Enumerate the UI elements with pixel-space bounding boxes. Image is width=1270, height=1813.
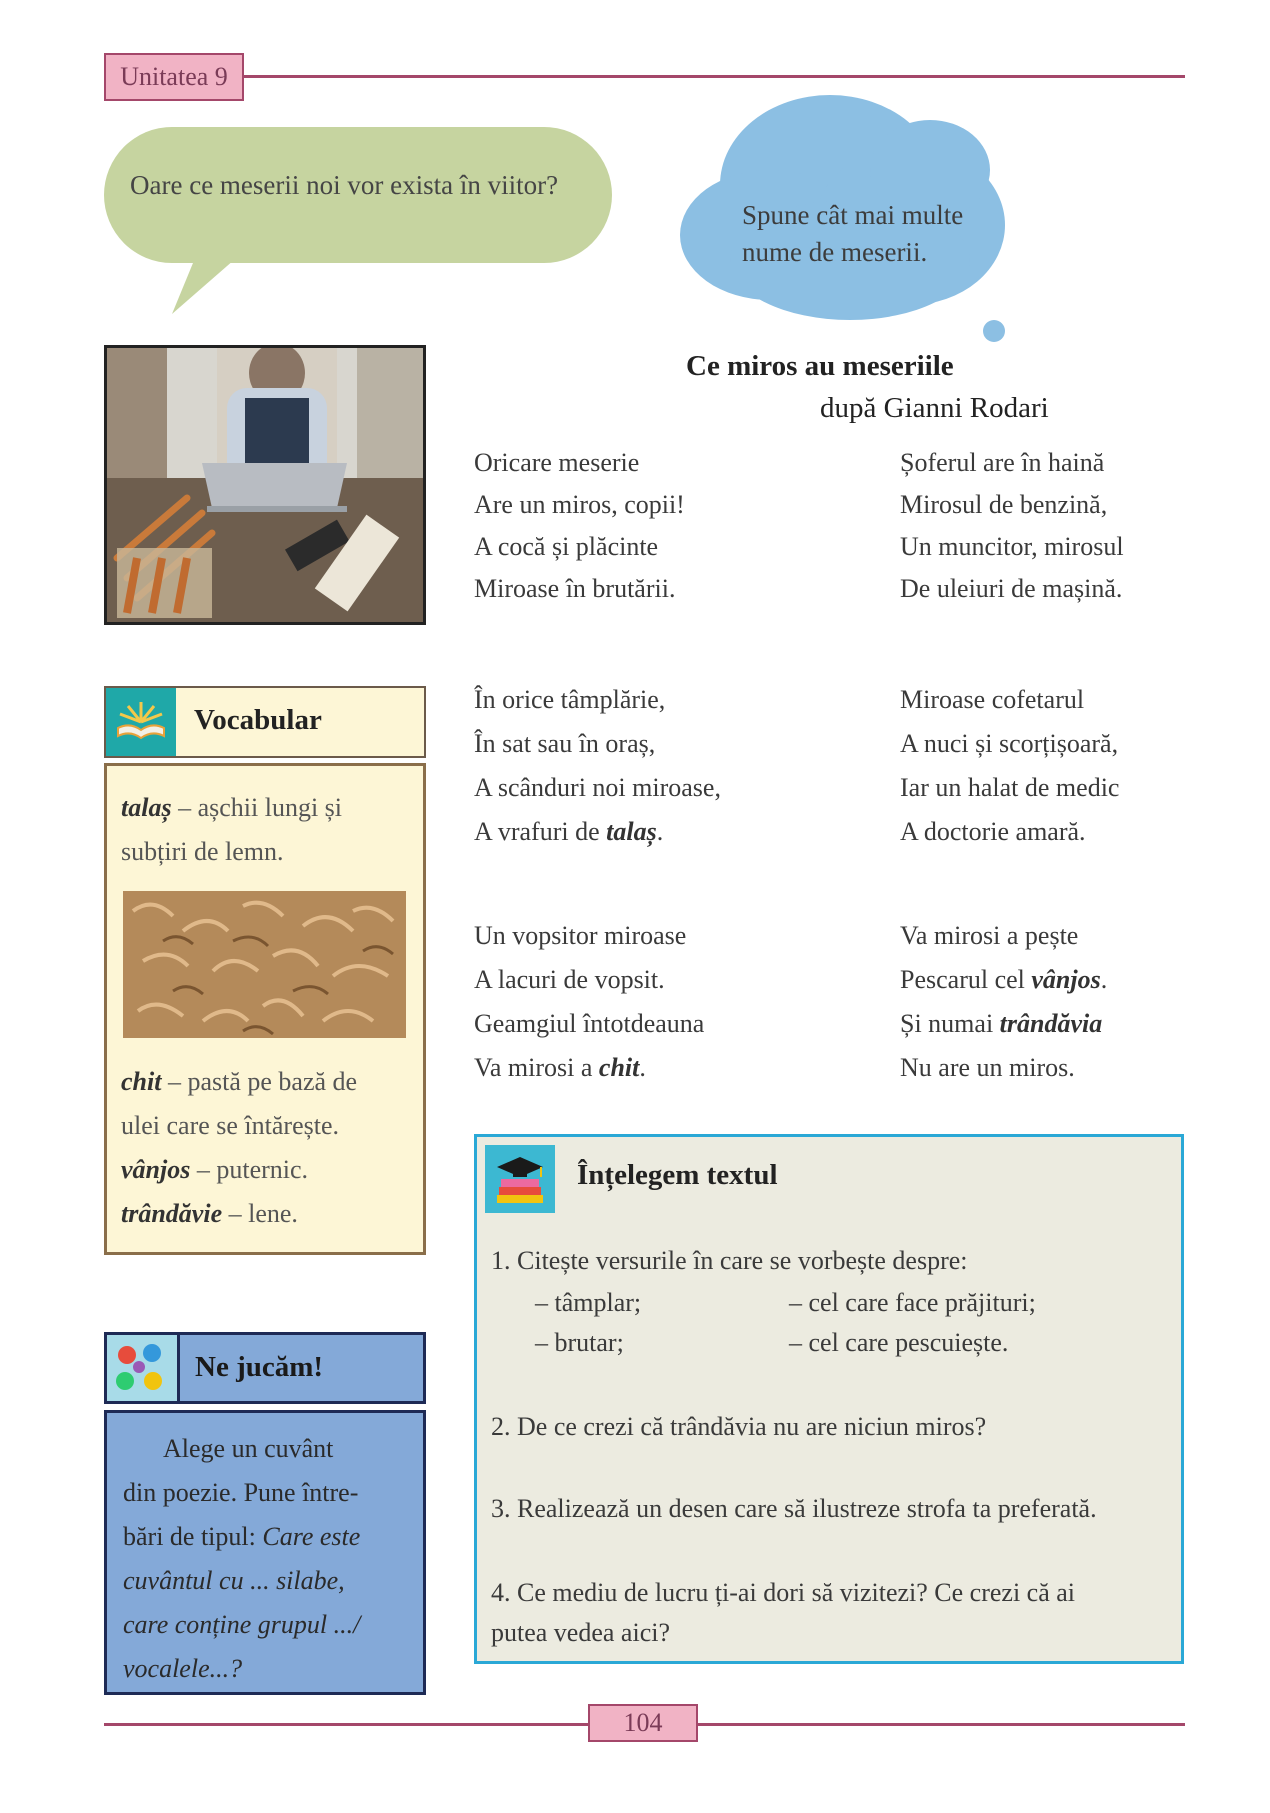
stanza-4: Miroase cofetarul A nuci și scorțișoară, Iar un halat de medic A doctorie amară.: [900, 685, 1120, 846]
question-4-cont: putea vedea aici?: [491, 1618, 670, 1647]
speech-bubble-text: Oare ce meserii noi vor exista în viitor?: [130, 170, 559, 200]
game-line-5: care conține grupul .../: [123, 1610, 361, 1639]
game-line-4: cuvântul cu ... silabe,: [123, 1566, 345, 1595]
vocabulary-box: [104, 763, 426, 1255]
stanza-1: Oricare meserie Are un miros, copii! A cocă și plăcinte Miroase în brutării.: [474, 448, 685, 603]
thought-cloud-text: [742, 197, 1002, 271]
stanza-2: Șoferul are în haină Mirosul de benzină, Un muncitor, mirosul De uleiuri de mașină.: [900, 448, 1124, 603]
q1-item-tamplar: – tâmplar;: [535, 1288, 642, 1317]
word-chit: chit: [598, 1053, 640, 1082]
word-vanjos: vânjos: [1031, 965, 1101, 994]
vocab-entry-chit-cont: ulei care se întărește.: [121, 1111, 339, 1140]
unit-tag: Unitatea 9: [104, 53, 244, 101]
vocab-entry-talas-cont: subțiri de lemn.: [121, 837, 284, 866]
stanza-5: Un vopsitor miroase A lacuri de vopsit. Geamgiul întotdeauna Va mirosi a chit.: [474, 921, 705, 1082]
game-line-2: din poezie. Pune între-: [123, 1478, 359, 1507]
wood-shavings-image: [123, 891, 406, 1038]
vocabulary-title: Vocabular: [194, 704, 322, 736]
understanding-title: Înțelegem textul: [577, 1159, 778, 1191]
poem-author: după Gianni Rodari: [820, 392, 1049, 424]
vocab-entry-talas: talaș – așchii lungi și: [121, 793, 343, 822]
question-3: 3. Realizează un desen care să ilustreze strofa ta preferată.: [491, 1494, 1097, 1523]
speech-bubble-tail: [170, 246, 260, 316]
word-talas: talaș: [606, 817, 657, 846]
cloud-line-1: Spune cât mai multe: [742, 200, 964, 230]
cloud-line-2: nume de meserii.: [742, 237, 928, 267]
vocab-entry-trandavie: trândăvie – lene.: [121, 1199, 298, 1228]
page-number: 104: [588, 1704, 698, 1742]
question-4: 4. Ce mediu de lucru ți-ai dori să vizitezi? Ce crezi că ai: [491, 1578, 1076, 1607]
game-line-1: Alege un cuvânt: [163, 1434, 334, 1463]
stanza-6: Va mirosi a pește Pescarul cel vânjos. Și numai trândăvia Nu are un miros.: [900, 921, 1108, 1082]
q1-item-cofetar: – cel care face prăjituri;: [789, 1288, 1036, 1317]
word-trandavia: trândăvia: [999, 1009, 1103, 1038]
graduation-books-icon: [485, 1145, 555, 1213]
stanza-3: În orice tâmplărie, În sat sau în oraș, A scânduri noi miroase, A vrafuri de talaș.: [474, 685, 721, 846]
q1-item-brutar: – brutar;: [535, 1328, 624, 1357]
question-1: 1. Citește versurile în care se vorbește despre:: [491, 1246, 968, 1275]
game-line-3: bări de tipul: Care este: [123, 1522, 361, 1551]
workshop-photo: [104, 345, 426, 625]
understanding-box: [474, 1134, 1184, 1664]
vocab-entry-chit: chit – pastă pe bază de: [121, 1067, 358, 1096]
vocab-entry-vanjos: vânjos – puternic.: [121, 1155, 309, 1184]
book-sun-icon: [106, 688, 176, 756]
q1-item-pescar: – cel care pescuiește.: [789, 1328, 1009, 1357]
game-box: [104, 1410, 426, 1695]
vocabulary-header: [104, 686, 426, 758]
game-header: [104, 1332, 426, 1404]
footer-rule-left: [104, 1723, 588, 1726]
header-rule: [244, 75, 1185, 78]
footer-rule-right: [698, 1723, 1185, 1726]
game-line-6: vocalele...?: [123, 1654, 243, 1683]
hands-icon: [107, 1335, 180, 1401]
poem-title: Ce miros au meseriile: [686, 350, 954, 382]
game-title: Ne jucăm!: [195, 1351, 324, 1383]
question-2: 2. De ce crezi că trândăvia nu are niciun miros?: [491, 1412, 987, 1441]
